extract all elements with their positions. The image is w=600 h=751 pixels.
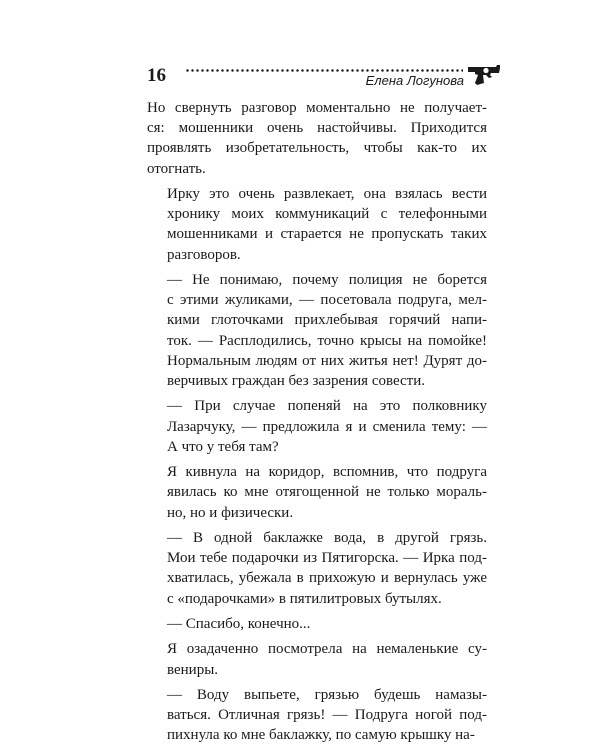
text-line: Но свернуть разговор моментально не получает- xyxy=(147,100,487,116)
revolver-icon xyxy=(466,64,502,86)
paragraph xyxy=(147,462,487,523)
text-line: — Не понимаю, почему полиция не борется xyxy=(167,272,487,288)
text-line: кими глоточками прихлебывая горячий напи- xyxy=(167,312,487,329)
paragraph xyxy=(147,639,487,679)
paragraph xyxy=(147,685,487,746)
text-line: мошенниками и старается не пропускать таких xyxy=(167,226,487,243)
text-line: ся: мошенники очень настойчивы. Приходится xyxy=(147,120,487,137)
text-line: Ирку это очень развлекает, она взялась вести xyxy=(167,186,487,202)
text-line: Лазарчуку, — предложила я и сменила тему: — xyxy=(167,418,487,435)
text-line: хватилась, убежала в прихожую и вернулась уже xyxy=(167,570,487,587)
text-line: пихнула ко мне баклажку, по самую крышку на- xyxy=(167,727,475,744)
text-line: хронику моих коммуникаций с телефонными xyxy=(167,206,487,223)
paragraph xyxy=(147,528,487,609)
text-line: — При случае попеняй на это полковнику xyxy=(167,398,487,415)
text-line: вениры. xyxy=(167,661,219,678)
text-line: А что у тебя там? xyxy=(167,438,279,455)
paragraph xyxy=(147,98,487,179)
paragraph xyxy=(147,614,487,634)
text-line: — Спасибо, конечно... xyxy=(167,616,311,632)
page-number: 16 xyxy=(147,65,166,86)
text-line: верчивых граждан без зазрения совести. xyxy=(167,373,425,390)
text-line: — В одной баклажке вода, в другой грязь. xyxy=(167,530,487,546)
text-line: — Воду выпьете, грязью будешь намазы- xyxy=(167,686,487,703)
running-header xyxy=(147,64,502,88)
text-line: с этими жуликами, — посетовала подруга, мел- xyxy=(167,292,487,309)
text-line: с «подарочками» в пятилитровых бутылях. xyxy=(167,590,442,607)
text-line: ток. — Расплодились, точно крысы на помойке! xyxy=(167,332,487,349)
text-line: Нормальным людям от них житья нет! Дурят до- xyxy=(167,352,487,369)
text-line: разговоров. xyxy=(167,246,241,263)
text-line: отогнать. xyxy=(147,160,206,177)
body-text xyxy=(147,98,487,751)
text-line: но, но и физически. xyxy=(167,504,294,521)
text-line: ваться. Отличная грязь! — Подруга ногой под- xyxy=(167,707,487,724)
text-line: проявлять изобретательность, чтобы как-то их xyxy=(147,140,487,157)
paragraph xyxy=(147,270,487,391)
text-line: Мои тебе подарочки из Пятигорска. — Ирка под- xyxy=(167,550,487,567)
paragraph xyxy=(147,396,487,457)
paragraph xyxy=(147,184,487,265)
text-line: Я озадаченно посмотрела на немаленькие су- xyxy=(167,641,487,658)
text-line: явилась ко мне отягощенной не только мораль- xyxy=(167,484,487,501)
text-line: Я кивнула на коридор, вспомнив, что подруга xyxy=(167,464,487,481)
running-author: Елена Логунова xyxy=(365,73,464,88)
header-dotted-rule xyxy=(185,69,463,72)
